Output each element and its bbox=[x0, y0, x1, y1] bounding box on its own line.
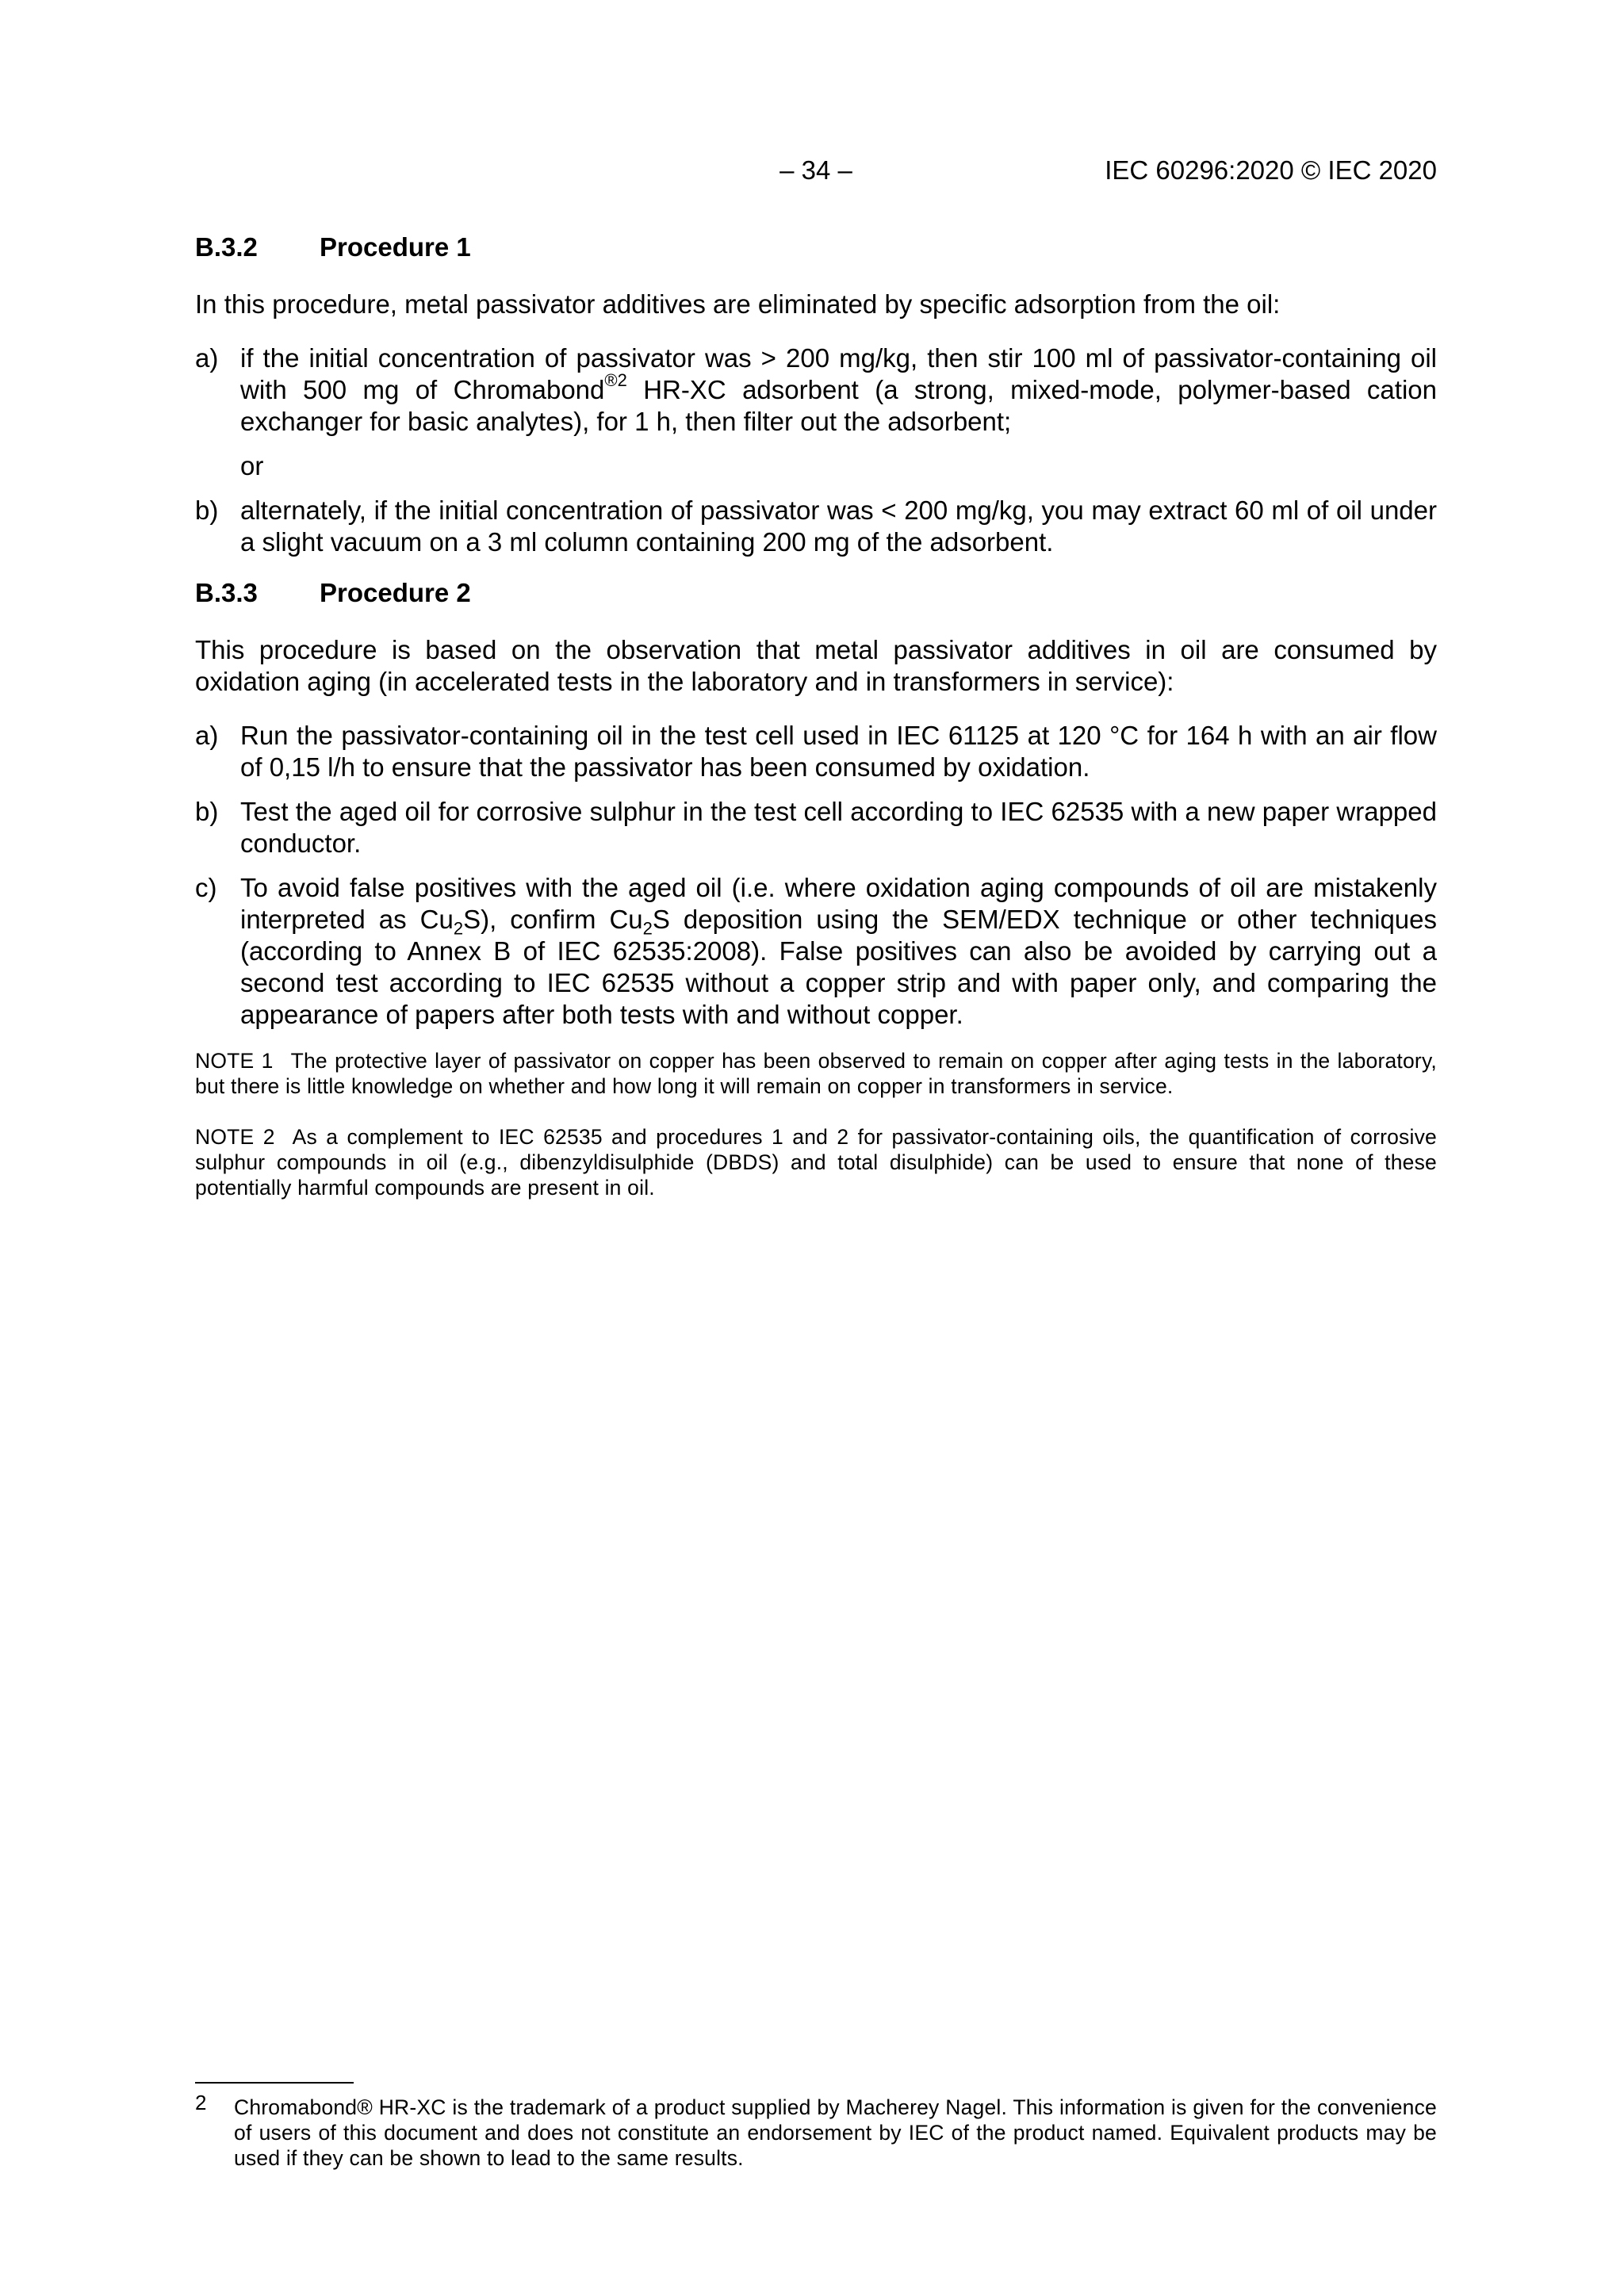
section-intro: In this procedure, metal passivator additives are eliminated by specific adsorption from the oil: bbox=[195, 289, 1281, 319]
section-heading-b33 bbox=[195, 576, 1437, 610]
item-text: Run the passivator-containing oil in the test cell used in IEC 61125 at 120 °C for 164 h with an air flow of 0,15 l/h to ensure that the passivator has been consumed by oxidation. bbox=[240, 721, 1437, 782]
page-header bbox=[195, 155, 1437, 190]
item-text-cont: S deposition using the SEM/EDX technique or other techniques (according to Annex B of IEC 62535:2008). False positives can also be avoided by carrying out a second test according to IEC 62535 without a copper strip and with paper only, and comparing the appearance of papers after both tests with and without copper. bbox=[240, 905, 1438, 1029]
superscript-mark: ®2 bbox=[604, 370, 627, 390]
item-text: Test the aged oil for corrosive sulphur in the test cell according to IEC 62535 with a new paper wrapped conductor. bbox=[240, 797, 1437, 858]
standard-reference: IEC 60296:2020 © IEC 2020 bbox=[1105, 155, 1437, 185]
item-label: b) bbox=[195, 496, 219, 525]
footnote bbox=[195, 2091, 1437, 2171]
footnote-separator bbox=[195, 2082, 354, 2084]
section-intro: This procedure is based on the observation that metal passivator additives in oil are consumed by oxidation aging (in accelerated tests in the laboratory and in transformers in service): bbox=[195, 635, 1437, 696]
note-label: NOTE 2 bbox=[195, 1125, 275, 1149]
item-text-cont: S), confirm Cu bbox=[463, 905, 643, 934]
section-number: B.3.3 bbox=[195, 578, 258, 607]
note-text: As a complement to IEC 62535 and procedures 1 and 2 for passivator-containing oils, the quantification of corrosive sulphur compounds in oil (e.g., dibenzyldisulphide (DBDS) and total disulphide) can be used to ensure that none of these potentially harmful compounds are present in oil. bbox=[195, 1125, 1437, 1200]
section-heading-b32 bbox=[195, 230, 1437, 265]
section-title: Procedure 2 bbox=[320, 578, 471, 607]
item-label: b) bbox=[195, 797, 219, 826]
item-text: if the initial concentration of passivator was > 200 mg/kg, then stir 100 ml of passivator-containing oil with 500 mg of Chromabond bbox=[240, 343, 1437, 404]
footnote-number: 2 bbox=[195, 2091, 207, 2114]
or-separator: or bbox=[240, 451, 264, 480]
note-2 bbox=[195, 1124, 1437, 1200]
note-label: NOTE 1 bbox=[195, 1049, 274, 1073]
item-text: To avoid false positives with the aged oil (i.e. where oxidation aging compounds of oil are mistakenly interpreted as Cu bbox=[240, 873, 1437, 934]
list-item bbox=[195, 872, 1437, 1031]
procedure2-list bbox=[195, 720, 1437, 1031]
item-label: a) bbox=[195, 343, 219, 373]
footnote-text: Chromabond® HR-XC is the trademark of a product supplied by Macherey Nagel. This information is given for the convenience of users of this document and does not constitute an endorsement by IEC of the product named. Equivalent products may be used if they can be shown to lead to the same results. bbox=[234, 2095, 1437, 2170]
item-label: a) bbox=[195, 721, 219, 750]
section-number: B.3.2 bbox=[195, 232, 258, 262]
section-title: Procedure 1 bbox=[320, 232, 471, 262]
item-text: alternately, if the initial concentration of passivator was < 200 mg/kg, you may extract 60 ml of oil under a slight vacuum on a 3 ml column containing 200 mg of the adsorbent. bbox=[240, 496, 1437, 557]
list-item bbox=[195, 796, 1437, 859]
procedure1-list bbox=[195, 342, 1437, 558]
page-number: – 34 – bbox=[779, 155, 852, 185]
list-item bbox=[195, 342, 1437, 438]
list-item bbox=[195, 495, 1437, 558]
item-text-cont: HR-XC adsorbent (a strong, mixed-mode, polymer-based cation exchanger for basic analytes), for 1 h, then filter out the adsorbent; bbox=[240, 375, 1437, 436]
note-text: The protective layer of passivator on copper has been observed to remain on copper after aging tests in the laboratory, but there is little knowledge on whether and how long it will remain on copper in transformers in service. bbox=[195, 1049, 1437, 1098]
list-item bbox=[195, 720, 1437, 783]
subscript: 2 bbox=[642, 918, 653, 939]
subscript: 2 bbox=[453, 918, 464, 939]
note-1 bbox=[195, 1048, 1437, 1099]
item-label: c) bbox=[195, 873, 217, 902]
main-content bbox=[195, 230, 1437, 1226]
